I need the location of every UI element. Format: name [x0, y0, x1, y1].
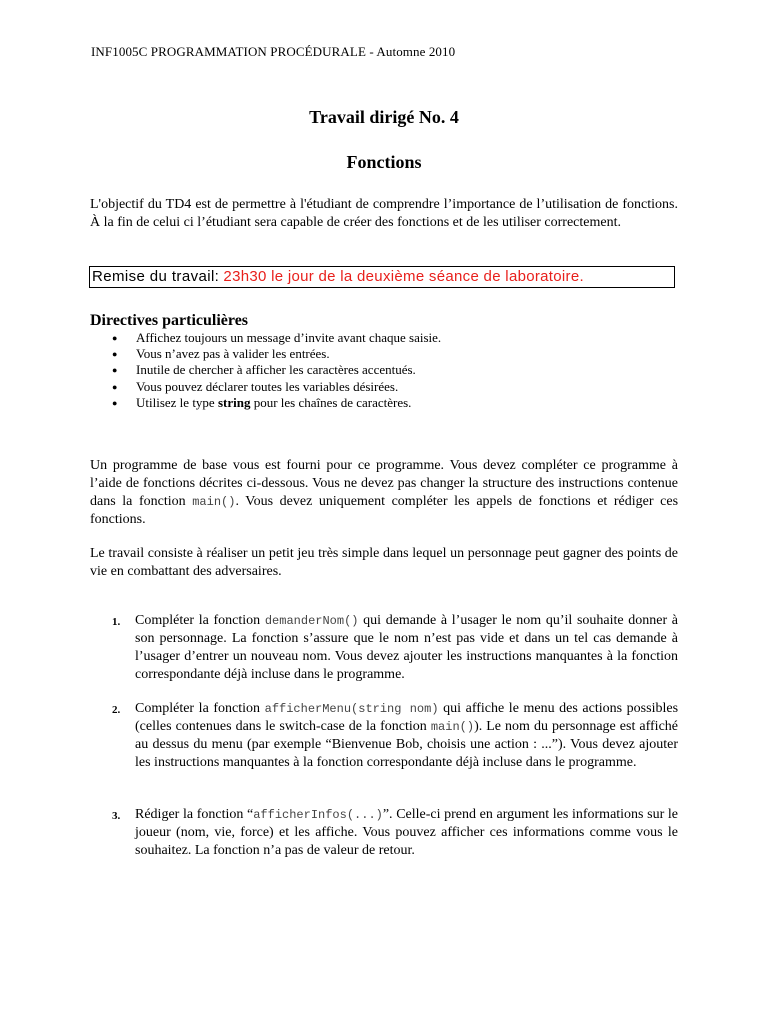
directives-title: Directives particulières: [90, 312, 249, 329]
program-text-end: . Vous devez uniquement compléter les appels de fonctions et rédiger ces fonctions.: [90, 494, 679, 527]
deadline-text: 23h30 le jour de la deuxième séance de laboratoire.: [223, 268, 584, 285]
list-item: ● Inutile de chercher à afficher les caractères accentués.: [112, 362, 441, 378]
program-paragraph: [90, 457, 678, 529]
task-text-end: ). Le nom du personnage est affiché au dessus du menu (par exemple “Bienvenue Bob, choisis une action : ...”). Vous devez ajouter les instructions manquantes à la fonction correspondante déjà incluse dans le programme.: [135, 719, 678, 770]
task-text-end: ”. Celle-ci prend en argument les informations sur le joueur (nom, vie, force) et les affiche. Vous pouvez afficher ces informations comme vous le souhaitez. La fonction n’a pas de valeur de retour.: [135, 807, 678, 858]
function-code: afficherMenu(string nom): [264, 702, 439, 716]
function-code: demanderNom(): [264, 614, 359, 628]
game-paragraph: Le travail consiste à réaliser un petit jeu très simple dans lequel un personnage peut gagner des points de vie en combattant des adversaires.: [90, 546, 678, 579]
task-number: 3.: [112, 810, 121, 822]
course-header: INF1005C PROGRAMMATION PROCÉDURALE - Automne 2010: [91, 44, 456, 59]
program-text: Un programme de base vous est fourni pour ce programme. Vous devez compléter ce programme à l’aide de fonctions décrites ci-dessous. Vous ne devez pas changer la structure des instructions contenue dans la fonction: [90, 458, 678, 509]
task-text: Compléter la fonction: [135, 701, 261, 716]
task-text: Rédiger la fonction “: [135, 807, 254, 822]
directives-list: [112, 330, 441, 411]
list-item-text: Utilisez le type: [136, 394, 215, 410]
deadline-box: [89, 266, 675, 288]
document-title: Travail dirigé No. 4: [309, 107, 459, 127]
list-item: ● Vous pouvez déclarer toutes les variables désirées.: [112, 379, 441, 395]
list-item: [112, 395, 441, 411]
task-text-end: qui demande à l’usager le nom qu’il souhaite donner à son personnage. La fonction s’assure que le nom n’est pas vide et dans un tel cas demande à l’usager d’entrer un nouveau nom. Vous devez ajouter les instructions manquantes à la fonction correspondante déjà incluse dans le programme.: [135, 613, 679, 682]
task-number: 2.: [112, 704, 121, 716]
main-code: main(): [430, 720, 475, 734]
task-item-3: [112, 806, 678, 860]
task-text: Compléter la fonction: [135, 613, 261, 628]
list-item-text: pour les chaînes de caractères.: [253, 394, 412, 410]
main-code: main(): [192, 495, 236, 509]
list-item: ● Vous n’avez pas à valider les entrées.: [112, 346, 441, 362]
task-number: 1.: [112, 616, 121, 628]
document-subtitle: Fonctions: [346, 152, 422, 172]
string-keyword: string: [217, 394, 251, 410]
intro-paragraph: L'objectif du TD4 est de permettre à l'étudiant de comprendre l’importance de l’utilisation de fonctions. À la fin de celui ci l’étudiant sera capable de créer des fonctions et de les utiliser correctement.: [90, 197, 678, 230]
list-item: ● Affichez toujours un message d’invite avant chaque saisie.: [112, 330, 441, 346]
task-item-1: [112, 612, 678, 684]
task-item-2: [112, 700, 678, 772]
deadline-label: Remise du travail:: [92, 268, 220, 285]
task-text-middle: qui affiche le menu des actions possibles (celles contenues dans le switch-case de la fonction: [135, 701, 679, 734]
function-code: afficherInfos(...): [253, 808, 383, 822]
